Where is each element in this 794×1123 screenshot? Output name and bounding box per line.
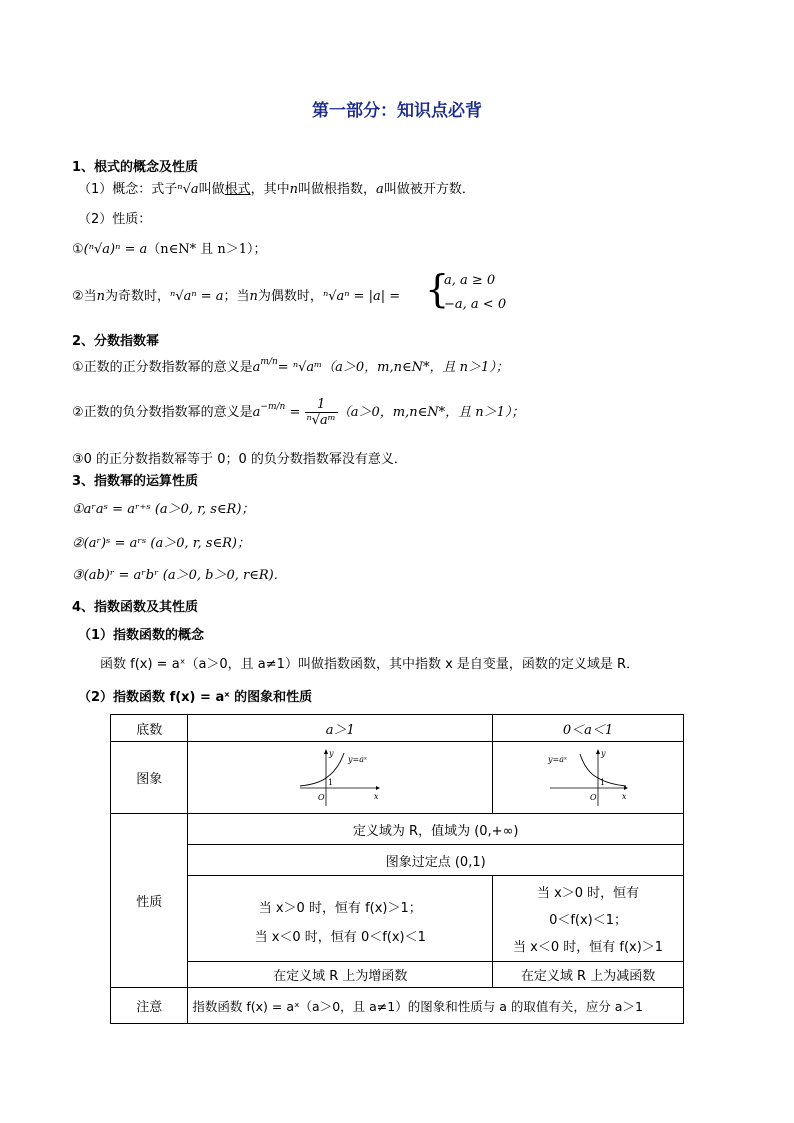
lt1-line-2: 0＜f(x)＜1； xyxy=(549,913,628,928)
section-1-heading: 1、根式的概念及性质 xyxy=(72,160,199,175)
g1-curve-label: y=aˣ xyxy=(348,754,368,764)
g2-one-label: 1 xyxy=(600,777,606,787)
g1-one-label: 1 xyxy=(328,777,334,787)
g1-x-axis-label: x xyxy=(374,791,379,801)
g2-curve-label: y=aˣ xyxy=(548,754,567,764)
s1-prop-1 xyxy=(72,238,267,257)
radical-expr: ⁿ√a xyxy=(177,182,199,197)
p2-n1: n xyxy=(96,289,106,304)
domain-range-cell: 定义域为 R，值域为 (0,+∞) xyxy=(188,814,684,845)
section-4-heading: 4、指数函数及其性质 xyxy=(72,600,199,615)
s1-props-label: （2）性质： xyxy=(78,212,152,227)
s2-p2-pre: ②正数的负分数指数幂的意义是 xyxy=(72,405,253,420)
s1-concept-line xyxy=(78,178,475,197)
piecewise-case-1: a, a ≥ 0 xyxy=(444,273,496,288)
graph-decreasing-cell xyxy=(493,742,684,814)
var-a: a xyxy=(376,182,384,197)
concept-label: （1）概念： xyxy=(78,182,152,197)
s2-p2-exp: −m/n xyxy=(260,402,286,412)
concept-post2: 叫做根指数， xyxy=(298,182,377,197)
lt1-line-1: 当 x＞0 时，恒有 xyxy=(536,886,640,901)
table-header-row xyxy=(111,715,684,742)
table-monotonic-row xyxy=(111,962,684,988)
fraction-numerator: 1 xyxy=(305,397,338,413)
s2-p2-cond: （a＞0，m,n∈N*，且 n＞1）； xyxy=(337,405,525,420)
p2-text2: ；当 xyxy=(223,289,250,304)
gt1-line-2: 当 x＜0 时，恒有 0＜f(x)＜1 xyxy=(254,929,426,945)
g1-y-axis-label: y xyxy=(329,748,334,758)
concept-term: 根式 xyxy=(224,182,251,197)
s2-def-2: ②正数的负分数指数幂的意义是$a^{-m/n}$ = $\frac{1}{\text{ⁿ√aᵐ}}$ （a＞0，m,n∈N*，且 n＞1）； xyxy=(72,397,525,428)
decreasing-cell: 在定义域 R 上为减函数 xyxy=(493,962,684,988)
graph-increasing-cell xyxy=(188,742,493,814)
s2-p1-cond: （a＞0，m,n∈N*，且 n＞1）； xyxy=(322,360,509,375)
piecewise-case-2: −a, a < 0 xyxy=(444,297,507,312)
p2-n2: n xyxy=(249,289,258,304)
header-a-gt-1: a＞1 xyxy=(188,715,493,742)
page-title: 第一部分：知识点必背 xyxy=(312,101,482,121)
lt1-values-cell xyxy=(493,876,684,962)
note-cell: 指数函数 f(x) = aˣ（a＞0，且 a≠1）的图象和性质与 a 的取值有关，应分 a＞1 xyxy=(188,988,684,1024)
s4-sub-1: （1）指数函数的概念 xyxy=(78,628,205,643)
g1-origin-label: O xyxy=(318,792,325,802)
fixed-point-cell: 图象过定点 (0,1) xyxy=(188,845,684,876)
s2-p1-eq: = ⁿ√aᵐ xyxy=(277,360,323,375)
table-domain-row xyxy=(111,814,684,845)
header-a-lt-1: 0＜a＜1 xyxy=(493,715,684,742)
p2-text3: 为偶数时， xyxy=(257,289,323,304)
header-base: 底数 xyxy=(111,715,188,742)
lt1-line-3: 当 x＜0 时，恒有 f(x)＞1 xyxy=(513,940,664,955)
s3-rule-1: ①aʳaˢ = aʳ⁺ˢ (a＞0, r, s∈R)； xyxy=(72,502,255,517)
piecewise-brace: { xyxy=(425,267,450,311)
table-graph-row xyxy=(111,742,684,814)
p2-expr1: ⁿ√aⁿ = a xyxy=(170,289,224,304)
fraction-denominator: ⁿ√aᵐ xyxy=(306,413,336,428)
p2-num: ②当 xyxy=(72,289,97,304)
table-fixed-point-row xyxy=(111,845,684,876)
gt1-line-1: 当 x＞0 时，恒有 f(x)＞1； xyxy=(258,900,422,916)
table-note-row xyxy=(111,988,684,1024)
p2-expr2: ⁿ√aⁿ = |a| = xyxy=(322,289,401,304)
s1-prop-2 xyxy=(72,285,400,304)
s2-p2-fraction xyxy=(305,397,338,428)
p1-num: ① xyxy=(72,242,84,257)
decreasing-exp-graph xyxy=(546,748,630,808)
p1-expr: (ⁿ√a)ⁿ = a xyxy=(83,242,148,257)
note-label: 注意 xyxy=(111,988,188,1024)
graph-label: 图象 xyxy=(111,742,188,814)
s2-p1-pre: ①正数的正分数指数幂的意义是 xyxy=(72,360,253,375)
section-3-heading: 3、指数幂的运算性质 xyxy=(72,474,199,489)
s4-sub-2: （2）指数函数 f(x) = aˣ 的图象和性质 xyxy=(78,690,313,705)
increasing-cell: 在定义域 R 上为增函数 xyxy=(188,962,493,988)
s4-definition: 函数 f(x) = aˣ（a＞0，且 a≠1）叫做指数函数，其中指数 x 是自变量，函数的定义域是 R． xyxy=(100,657,640,672)
exp-function-table xyxy=(110,714,684,1024)
concept-pre: 式子 xyxy=(151,182,178,197)
s3-rule-3: ③(ab)ʳ = aʳbʳ (a＞0, b＞0, r∈R)． xyxy=(72,568,287,583)
var-n: n xyxy=(289,182,299,197)
section-2-heading: 2、分数指数幂 xyxy=(72,334,160,349)
s2-def-3: ③0 的正分数指数幂等于 0；0 的负分数指数幂没有意义． xyxy=(72,452,407,467)
s2-p2-base: a xyxy=(252,405,261,420)
g2-y-axis-label: y xyxy=(601,748,606,758)
table-values-row xyxy=(111,876,684,962)
p1-cond: （n∈N* 且 n＞1）； xyxy=(147,242,267,257)
s2-def-1 xyxy=(72,356,509,375)
increasing-exp-graph xyxy=(298,748,382,808)
s2-p1-base: a xyxy=(252,360,261,375)
p2-text1: 为奇数时， xyxy=(105,289,171,304)
concept-post: ，其中 xyxy=(250,182,290,197)
g2-x-axis-label: x xyxy=(622,791,627,801)
gt1-values-cell xyxy=(188,876,493,962)
s3-rule-2: ②(aʳ)ˢ = aʳˢ (a＞0, r, s∈R)； xyxy=(72,536,250,551)
concept-post3: 叫做被开方数． xyxy=(383,182,475,197)
g2-origin-label: O xyxy=(590,792,597,802)
concept-mid: 叫做 xyxy=(198,182,225,197)
s2-p1-exp: m/n xyxy=(260,357,278,367)
properties-label: 性质 xyxy=(111,814,188,988)
